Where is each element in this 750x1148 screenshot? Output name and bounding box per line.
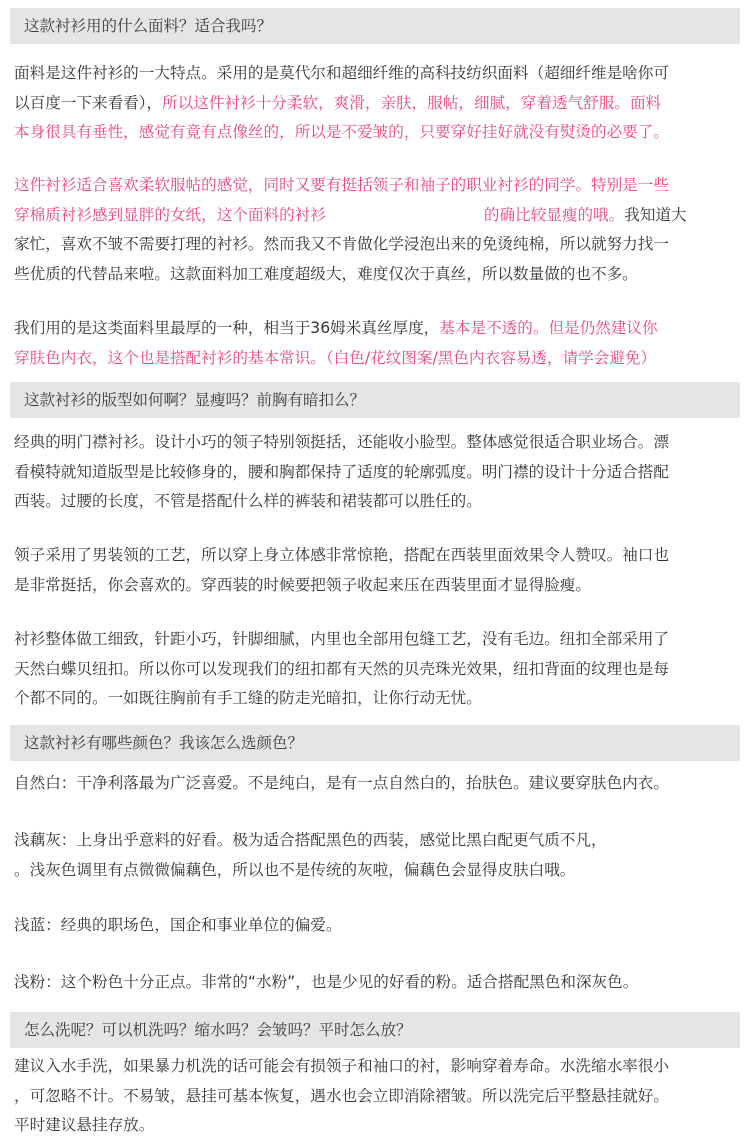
text-line	[14, 968, 738, 998]
body-text: 领子采用了男装领的工艺，所以穿上身立体感非常惊艳，搭配在西装里面效果令人赞叹。袖口也	[14, 546, 669, 564]
section-2-paragraph-2	[14, 541, 738, 600]
section-3-paragraph-2	[14, 826, 738, 885]
highlighted-text: 穿棉质衬衫感到显胖的女纸，这个面料的衬衫	[14, 205, 326, 224]
section-title: 这款衬衫用的什么面料？适合我吗？	[24, 17, 273, 35]
highlighted-text: 基本是不透的。但是仍然建议你	[439, 319, 658, 337]
section-title: 这款衬衫的版型如何啊？显瘦吗？前胸有暗扣么？	[24, 391, 366, 409]
section-4-paragraph-1	[14, 1052, 738, 1141]
section-1-paragraph-1	[14, 59, 738, 148]
body-text: 经典的明门襟衬衫。设计小巧的领子特别领挺括，还能收小脸型。整体感觉很适合职业场合。漂	[14, 433, 669, 451]
body-text: 自然白：干净利落最为广泛喜爱。不是纯白，是有一点自然白的，抬肤色。建议要穿肤色内衣。	[14, 774, 669, 792]
section-2-paragraph-3	[14, 625, 738, 714]
section-1-paragraph-3	[14, 314, 738, 373]
text-line	[14, 856, 738, 886]
section-title: 怎么洗呢？可以机洗吗？缩水吗？会皱吗？平时怎么放？	[24, 1021, 412, 1039]
text-line	[14, 487, 738, 517]
body-text: 些优质的代替品来啦。这款面料加工难度超级大，难度仅次于真丝，所以数量做的也不多。	[14, 264, 638, 283]
body-text: 天然白蝶贝纽扣。所以你可以发现我们的纽扣都有天然的贝壳珠光效果，纽扣背面的纹理也是每	[14, 659, 669, 678]
body-text: 以百度一下来看看），	[14, 93, 163, 112]
highlighted-text: 所以这件衬衫十分柔软，爽滑，亲肤，服帖，细腻，穿着透气舒服。面料	[162, 93, 662, 112]
text-line	[14, 1082, 738, 1112]
body-text: 是非常挺括，你会喜欢的。穿西装的时候要把领子收起来压在西装里面才显得脸瘦。	[14, 575, 591, 594]
body-text: 平时建议悬挂存放。	[14, 1116, 155, 1134]
section-1-header	[10, 8, 740, 44]
text-line	[14, 118, 738, 148]
text-line	[14, 344, 738, 374]
text-line	[14, 625, 738, 655]
section-3-paragraph-1	[14, 769, 738, 799]
text-line	[14, 1111, 738, 1141]
text-line	[14, 1052, 738, 1082]
body-text: 家忙，喜欢不皱不需要打理的衬衫。然而我又不肯做化学浸泡出来的免烫纯棉，所以就努力找一	[14, 235, 669, 253]
text-line	[14, 89, 738, 119]
body-text: 建议入水手洗，如果暴力机洗的话可能会有损领子和袖口的衬，影响穿着寿命。水洗缩水率很小	[14, 1057, 669, 1075]
text-line	[14, 826, 738, 856]
text-line	[14, 655, 738, 685]
section-2-header	[10, 382, 740, 418]
text-line	[14, 171, 738, 201]
highlighted-text: 本身很具有垂性，感觉有竟有点像丝的，所以是不爱皱的，只要穿好挂好就没有熨烫的必要了。	[14, 123, 669, 141]
body-text: 面料是这件衬衫的一大特点。采用的是莫代尔和超细纤维的高科技纺织面料（超细纤维是啥你可	[14, 64, 669, 82]
text-line	[14, 769, 738, 799]
text-line	[14, 428, 738, 458]
body-text: 我知道大	[624, 205, 687, 224]
text-line	[14, 201, 738, 231]
body-text: 个都不同的。一如既往胸前有手工缝的防走光暗扣，让你行动无忧。	[14, 689, 482, 707]
text-line	[14, 541, 738, 571]
body-text: 。浅灰色调里有点微微偏藕色，所以也不是传统的灰啦，偏藕色会显得皮肤白哦。	[14, 860, 576, 879]
text-line	[14, 458, 738, 488]
text-line	[14, 260, 738, 290]
section-2-paragraph-1	[14, 428, 738, 517]
highlighted-text: 的确比较显瘦的哦。	[483, 205, 625, 224]
section-3-paragraph-3	[14, 911, 738, 941]
text-line	[14, 911, 738, 941]
section-4-header	[10, 1012, 740, 1048]
body-text: ，可忽略不计。不易皱，悬挂可基本恢复，遇水也会立即消除褶皱。所以洗完后平整悬挂就好。	[14, 1086, 669, 1105]
text-line	[14, 684, 738, 714]
text-line	[14, 314, 738, 344]
body-text: 衬衫整体做工细致，针距小巧，针脚细腻，内里也全部用包缝工艺，没有毛边。纽扣全部采用了	[14, 630, 669, 648]
body-text: 浅蓝：经典的职场色，国企和事业单位的偏爱。	[14, 916, 342, 934]
body-text: 浅粉：这个粉色十分正点。非常的“水粉”，也是少见的好看的粉。适合搭配黑色和深灰色。	[14, 973, 639, 991]
body-text: 看模特就知道版型是比较修身的，腰和胸都保持了适度的轮廓弧度。明门襟的设计十分适合搭配	[14, 462, 669, 481]
body-text: 西装。过腰的长度，不管是搭配什么样的裤装和裙装都可以胜任的。	[14, 492, 482, 510]
section-3-paragraph-4	[14, 968, 738, 998]
body-text: 浅藕灰：上身出乎意料的好看。极为适合搭配黑色的西装，感觉比黑白配更气质不凡，	[14, 831, 607, 849]
text-line	[14, 230, 738, 260]
text-line	[14, 59, 738, 89]
text-line	[14, 571, 738, 601]
highlighted-text: 这件衬衫适合喜欢柔软服帖的感觉，同时又要有挺括领子和袖子的职业衬衫的同学。特别是一些	[14, 176, 669, 194]
section-3-header	[10, 725, 740, 761]
section-title: 这款衬衫有哪些颜色？我该怎么选颜色？	[24, 734, 304, 752]
section-1-paragraph-2	[14, 171, 738, 289]
highlighted-text: 穿肤色内衣，这个也是搭配衬衫的基本常识。（白色/花纹图案/黑色内衣容易透，请学会避免）	[14, 348, 657, 367]
body-text: 我们用的是这类面料里最厚的一种，相当于36姆米真丝厚度，	[14, 319, 440, 337]
